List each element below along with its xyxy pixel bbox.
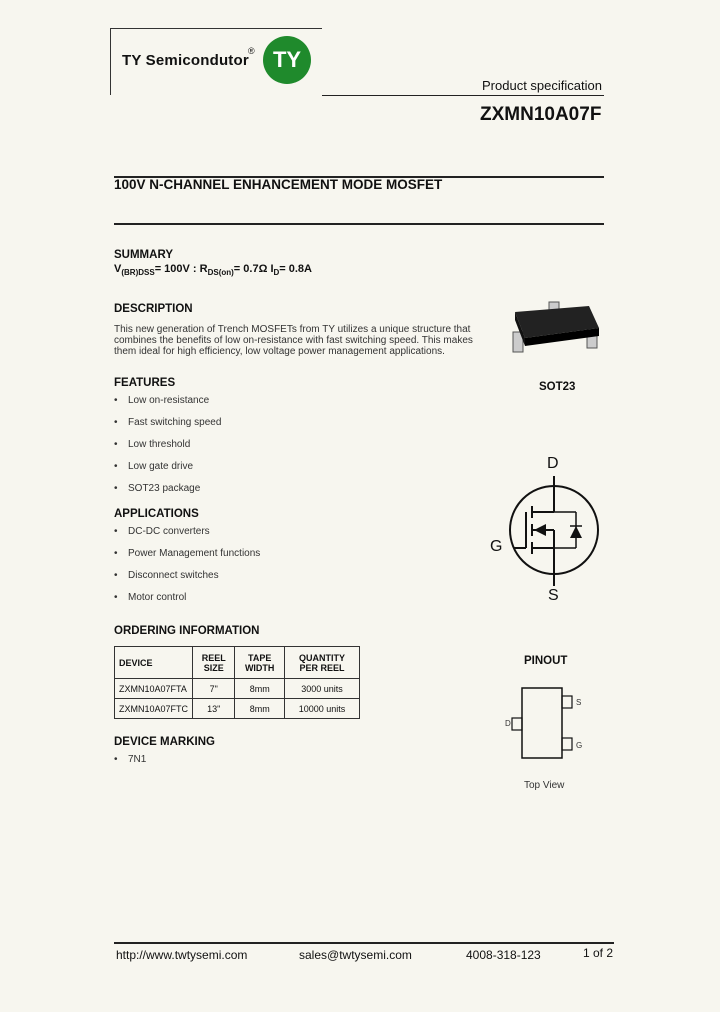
feature-item: • SOT23 package <box>114 483 201 494</box>
pin-g-label: G <box>576 741 583 750</box>
footer-rule <box>114 942 614 944</box>
registered-mark: ® <box>248 46 255 56</box>
spec-label: Product specification <box>482 78 602 93</box>
pin-s-label: S <box>576 698 582 707</box>
application-item: • Motor control <box>114 592 187 603</box>
page-number: 1 of 2 <box>583 946 614 960</box>
footer-email[interactable]: sales@twtysemi.com <box>299 948 412 962</box>
gate-label: G <box>490 538 503 555</box>
feature-item: • Low on-resistance <box>114 395 210 406</box>
application-item: • Power Management functions <box>114 548 261 559</box>
feature-item: • Low threshold <box>114 439 191 450</box>
marking-item: • 7N1 <box>114 754 147 765</box>
feature-item: • Low gate drive <box>114 461 194 472</box>
table-row: ZXMN10A07FTC 13" 8mm 10000 units <box>115 699 360 719</box>
company-name: TY Semicondutor <box>122 52 249 69</box>
logo-letters: TY <box>272 47 302 72</box>
footer-url[interactable]: http://www.twtysemi.com <box>116 948 248 962</box>
marking-heading: DEVICE MARKING <box>114 736 215 748</box>
features-heading: FEATURES <box>114 377 176 389</box>
part-number: ZXMN10A07F <box>480 104 602 125</box>
pinout-caption: Top View <box>524 780 565 791</box>
description-heading: DESCRIPTION <box>114 303 193 315</box>
summary-heading: SUMMARY <box>114 249 173 261</box>
pinout-heading: PINOUT <box>524 655 568 667</box>
title-rule-bottom <box>114 223 604 225</box>
document-title: 100V N-CHANNEL ENHANCEMENT MODE MOSFET <box>114 177 443 192</box>
feature-item: • Fast switching speed <box>114 417 222 428</box>
application-item: • Disconnect switches <box>114 570 219 581</box>
applications-heading: APPLICATIONS <box>114 508 199 520</box>
package-label: SOT23 <box>539 381 576 393</box>
ordering-heading: ORDERING INFORMATION <box>114 625 260 637</box>
header-divider <box>322 95 604 96</box>
drain-label: D <box>547 455 559 472</box>
source-label: S <box>548 587 559 604</box>
column-header: REEL SIZE <box>193 647 235 679</box>
column-header: QUANTITY PER REEL <box>284 647 359 679</box>
pinout-diagram <box>500 682 600 768</box>
application-item: • DC-DC converters <box>114 526 210 537</box>
summary-line: $V_{(BR)DSS}= 100V$ : $R_{DS(on)}= 0.7\Omega$ $I_D= 0.8A$ <box>114 263 312 278</box>
column-header: DEVICE <box>115 647 193 679</box>
table-row: ZXMN10A07FTA 7" 8mm 3000 units <box>115 679 360 699</box>
table-header-row <box>115 647 360 679</box>
footer-phone: 4008-318-123 <box>466 948 541 962</box>
sot23-package-image <box>505 296 605 360</box>
column-header: TAPE WIDTH <box>235 647 284 679</box>
ordering-table <box>114 646 360 719</box>
pin-d-label: D <box>505 719 511 728</box>
description-text: This new generation of Trench MOSFETs from TY utilizes a unique structure that combines the benefits of low on-resistance with fast switching speed. This makes them ideal for high efficiency, low voltage power management applications. <box>114 324 473 357</box>
company-logo <box>263 36 311 84</box>
